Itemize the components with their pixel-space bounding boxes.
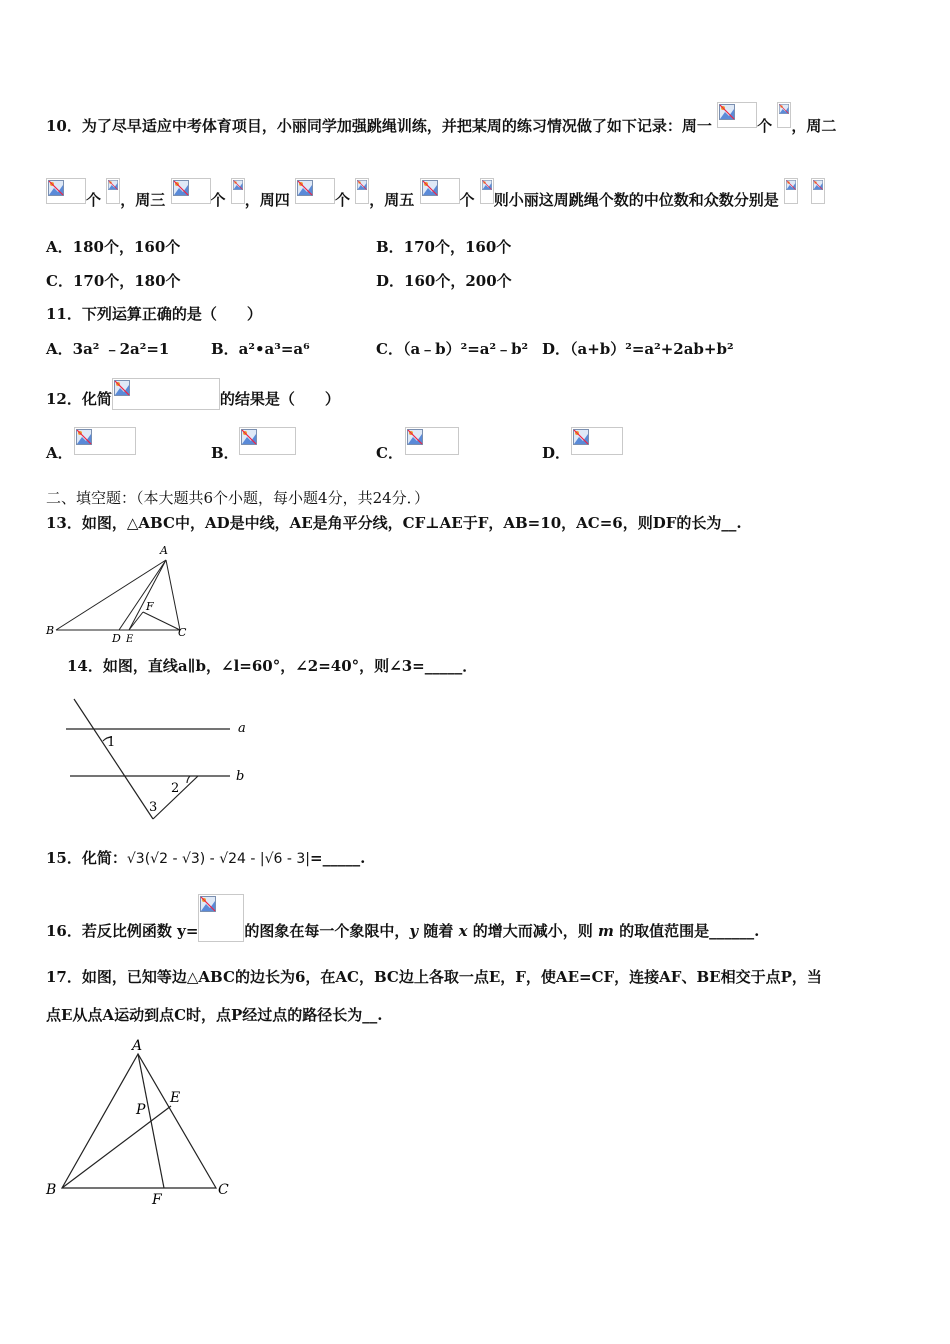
option-label: B．	[211, 444, 239, 462]
label-angle-1: 1	[107, 735, 116, 750]
image-placeholder	[784, 178, 798, 204]
label-f: F	[152, 1192, 162, 1208]
label-zhou2: ，周二	[791, 117, 837, 135]
broken-image-icon	[241, 429, 257, 445]
broken-image-icon	[422, 180, 438, 196]
broken-image-icon	[48, 180, 64, 196]
label-a: A	[160, 544, 168, 557]
broken-image-icon	[573, 429, 589, 445]
image-placeholder	[355, 178, 369, 204]
q11-option-d: D．（a+b）²=a²+2ab+b²	[542, 340, 734, 358]
q12-option-c	[376, 442, 403, 463]
unit-ge: 个	[335, 191, 351, 209]
label-b: B	[46, 1182, 57, 1198]
q10-option-d: D．160个，200个	[376, 272, 512, 290]
q11-option-c: C．（a﹣b）²=a²﹣b²	[376, 340, 529, 358]
image-placeholder	[231, 178, 245, 204]
label-a: A	[132, 1038, 143, 1054]
image-placeholder	[777, 102, 791, 128]
image-placeholder	[198, 894, 244, 942]
broken-image-icon	[76, 429, 92, 445]
image-placeholder	[171, 178, 211, 204]
label-c: C	[218, 1182, 229, 1198]
q16-text-c: 随着	[418, 922, 459, 940]
var-y: y	[409, 922, 419, 940]
option-label: D．	[542, 444, 571, 462]
q13-stem: 13．如图，△ABC中，AD是中线，AE是角平分线，CF⊥AE于F，AB=10，AC=6，则DF的长为__.	[46, 514, 742, 532]
q16-text-d: 的增大而减小，则	[467, 922, 598, 940]
label-p: P	[136, 1102, 146, 1118]
q16-line	[46, 908, 759, 956]
label-c: C	[178, 626, 187, 639]
image-placeholder	[46, 178, 86, 204]
unit-ge: 个	[86, 191, 102, 209]
broken-image-icon	[173, 180, 189, 196]
option-label: C．	[376, 444, 403, 462]
label-f: F	[146, 600, 154, 613]
label-e: E	[126, 634, 134, 642]
label-b: B	[46, 624, 55, 637]
label-angle-3: 3	[149, 800, 158, 815]
broken-image-icon	[200, 896, 216, 912]
image-placeholder	[405, 427, 459, 455]
q12-stem-b: 的结果是（ ）	[219, 390, 340, 408]
q11-option-a: A．3a² ﹣2a²=1	[46, 340, 170, 358]
q17-line1: 17．如图，已知等边△ABC的边长为6，在AC，BC边上各取一点E，F，使AE=CF，连接AF、BE相交于点P，当	[46, 968, 822, 986]
q11-option-b: B．a²•a³=a⁶	[211, 340, 310, 358]
section-heading: 二、填空题：（本大题共6个小题，每小题4分，共24分．）	[46, 489, 430, 507]
label-e: E	[170, 1090, 181, 1106]
q12-line	[46, 384, 340, 416]
broken-image-icon	[357, 180, 367, 190]
broken-image-icon	[114, 380, 130, 396]
q17-line2: 点E从点A运动到点C时，点P经过点的路径长为__.	[46, 1006, 383, 1024]
broken-image-icon	[297, 180, 313, 196]
q12-option-b	[211, 442, 239, 463]
broken-image-icon	[108, 180, 118, 190]
broken-image-icon	[233, 180, 243, 190]
label-line-b: b	[236, 769, 245, 784]
q13-triangle-figure	[44, 542, 194, 642]
label-line-a: a	[238, 721, 246, 736]
image-placeholder	[571, 427, 623, 455]
var-m: m	[597, 922, 614, 940]
label-zhou3: ，周三	[120, 191, 166, 209]
unit-ge: 个	[210, 191, 226, 209]
q12-option-d	[542, 442, 570, 463]
q12-option-a	[46, 442, 73, 463]
q10-line1	[46, 114, 836, 140]
image-placeholder	[420, 178, 460, 204]
var-x: x	[458, 922, 468, 940]
q11-stem: 11．下列运算正确的是（ ）	[46, 305, 262, 323]
q16-text-e: 的取值范围是______.	[613, 922, 760, 940]
q10-option-b: B．170个，160个	[376, 238, 512, 256]
q15-expression: √3(√2 - √3) - √24 - |√6 - 3|	[126, 851, 310, 867]
option-label: A．	[46, 444, 73, 462]
image-placeholder	[106, 178, 120, 204]
image-placeholder	[717, 102, 757, 128]
q14-parallel-lines-figure	[60, 695, 255, 827]
broken-image-icon	[779, 104, 789, 114]
image-placeholder	[295, 178, 335, 204]
q17-equilateral-triangle-figure	[40, 1036, 240, 1211]
broken-image-icon	[407, 429, 423, 445]
label-angle-2: 2	[171, 781, 180, 796]
q12-stem-a: 12．化简	[46, 390, 112, 408]
q10-option-a: A．180个，160个	[46, 238, 181, 256]
q15-suffix: =_____.	[310, 849, 366, 867]
q14-stem: 14．如图，直线a∥b，∠l=60°，∠2=40°，则∠3=_____．	[67, 657, 478, 675]
label-zhou5: ，周五	[369, 191, 415, 209]
q10-option-c: C．170个，180个	[46, 272, 181, 290]
broken-image-icon	[786, 180, 796, 190]
q10-stem: 10．为了尽早适应中考体育项目，小丽同学加强跳绳训练，并把某周的练习情况做了如下记录：周一	[46, 117, 712, 135]
broken-image-icon	[813, 180, 823, 190]
image-placeholder	[480, 178, 494, 204]
q16-text-a: 16．若反比例函数 y=	[46, 922, 199, 940]
q10-line2	[46, 188, 825, 214]
label-d: D	[112, 632, 121, 642]
q10-tail: 则小丽这周跳绳个数的中位数和众数分别是	[493, 191, 779, 209]
q15-prefix: 15．化简：	[46, 849, 127, 867]
image-placeholder	[74, 427, 136, 455]
broken-image-icon	[482, 180, 492, 190]
q16-text-b: 的图象在每一个象限中，	[244, 922, 410, 940]
unit-ge: 个	[459, 191, 475, 209]
image-placeholder	[239, 427, 296, 455]
image-placeholder	[112, 378, 220, 410]
broken-image-icon	[719, 104, 735, 120]
unit-ge: 个	[757, 117, 773, 135]
label-zhou4: ，周四	[244, 191, 290, 209]
q15-line	[46, 848, 365, 869]
image-placeholder	[811, 178, 825, 204]
